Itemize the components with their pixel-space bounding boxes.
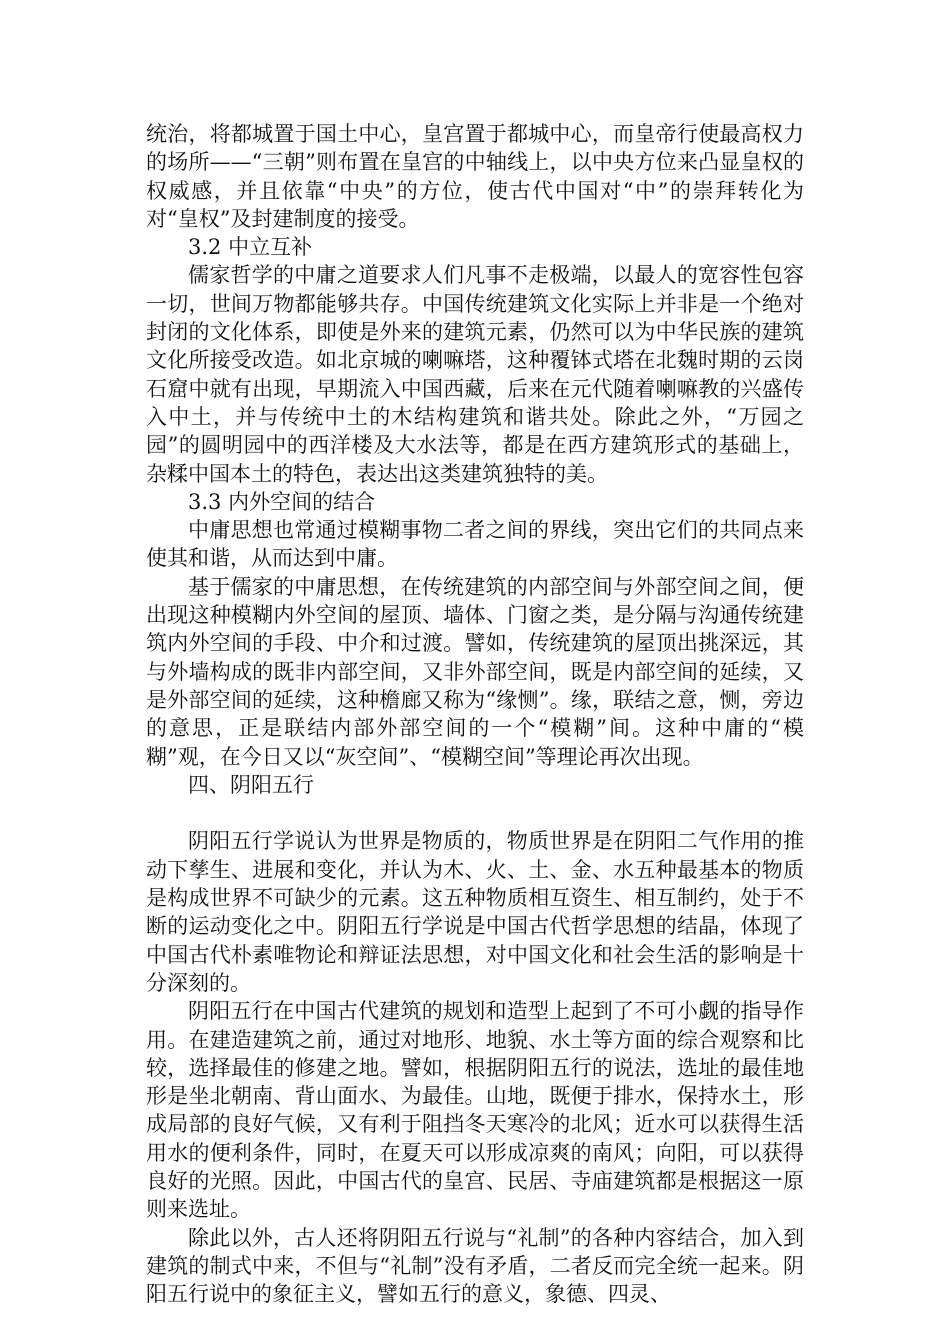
- continuation-paragraph: 统治，将都城置于国土中心，皇宫置于都城中心，而皇帝行使最高权力的场所——“三朝”则布置在皇宫的中轴线上，以中央方位来凸显皇权的权威感，并且依靠“中央”的方位，使古代中国对“中”的崇拜转化为对“皇权”及封建制度的接受。: [146, 122, 804, 231]
- paragraph-3-2-1: 儒家哲学的中庸之道要求人们凡事不走极端，以最人的宽容性包容一切，世间万物都能够共存。中国传统建筑文化实际上并非是一个绝对封闭的文化体系，即使是外来的建筑元素，仍然可以为中华民族的建筑文化所接受改造。如北京城的喇嘛塔，这种覆钵式塔在北魏时期的云岗石窟中就有出现，早期流入中国西藏，后来在元代随着喇嘛教的兴盛传入中土，并与传统中土的木结构建筑和谐共处。除此之外，“万园之园”的圆明园中的西洋楼及大水法等，都是在西方建筑形式的基础上，杂糅中国本土的特色，表达出这类建筑独特的美。: [146, 263, 804, 486]
- blank-line: [146, 799, 804, 827]
- document-body: [146, 120, 804, 1308]
- section-heading-3-3: 3.3 内外空间的结合: [188, 489, 376, 514]
- paragraph-3-3-1: 中庸思想也常通过模糊事物二者之间的界线，突出它们的共同点来使其和谐，从而达到中庸。: [146, 518, 804, 571]
- paragraph-4-3: 除此以外，古人还将阴阳五行说与“礼制”的各种内容结合，加入到建筑的制式中来，不但与“礼制”没有矛盾，二者反而完全统一起来。阴阳五行说中的象征主义，譬如五行的意义，象德、四灵、: [146, 1225, 804, 1307]
- section-heading-4: 四、阴阳五行: [188, 772, 314, 797]
- section-heading-3-2: 3.2 中立互补: [188, 235, 313, 260]
- paragraph-4-1: 阴阳五行学说认为世界是物质的，物质世界是在阴阳二气作用的推动下孳生、进展和变化，并认为木、火、土、金、水五种最基本的物质是构成世界不可缺少的元素。这五种物质相互资生、相互制约，处于不断的运动变化之中。阴阳五行学说是中国古代哲学思想的结晶，体现了中国古代朴素唯物论和辩证法思想，对中国文化和社会生活的影响是十分深刻的。: [146, 829, 804, 995]
- paragraph-3-3-2: 基于儒家的中庸思想，在传统建筑的内部空间与外部空间之间，便出现这种模糊内外空间的屋顶、墙体、门窗之类，是分隔与沟通传统建筑内外空间的手段、中介和过渡。譬如，传统建筑的屋顶出挑深远，其与外墙构成的既非内部空间，又非外部空间，既是内部空间的延续，又是外部空间的延续，这种檐廊又称为“缘恻”。缘，联结之意，恻，旁边的意思，正是联结内部外部空间的一个“模糊”间。这种中庸的“模糊”观，在今日又以“灰空间”、“模糊空间”等理论再次出现。: [146, 574, 804, 769]
- paragraph-4-2: 阴阳五行在中国古代建筑的规划和造型上起到了不可小觑的指导作用。在建造建筑之前，通过对地形、地貌、水土等方面的综合观察和比较，选择最佳的修建之地。譬如，根据阴阳五行的说法，选址的最佳地形是坐北朝南、背山面水、为最佳。山地，既便于排水，保持水土，形成局部的良好气候，又有利于阻挡冬天寒冷的北风；近水可以获得生活用水的便利条件，同时，在夏天可以形成凉爽的南风；向阳，可以获得良好的光照。因此，中国古代的皇宫、民居、寺庙建筑都是根据这一原则来选址。: [146, 999, 804, 1222]
